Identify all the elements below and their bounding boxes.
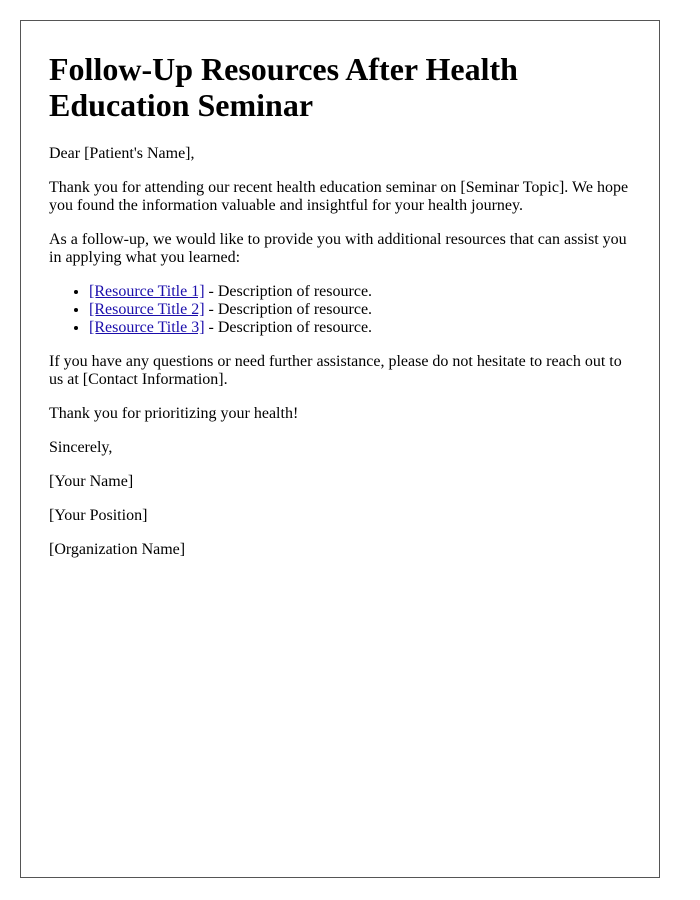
letter-title: Follow-Up Resources After Health Education Seminar: [49, 51, 518, 123]
resource-link-1[interactable]: [Resource Title 1]: [89, 283, 205, 300]
resources-intro-paragraph: As a follow-up, we would like to provide you with additional resources that can assist you in applying what you learned:: [49, 231, 627, 266]
resource-description-3: - Description of resource.: [204, 319, 373, 336]
resource-list: [49, 283, 631, 337]
sender-name: [Your Name]: [49, 473, 134, 490]
resource-link-2[interactable]: [Resource Title 2]: [89, 301, 205, 318]
letter-container: [20, 20, 660, 878]
list-item: [89, 301, 631, 319]
list-item: [89, 319, 631, 337]
salutation: Dear [Patient's Name],: [49, 145, 195, 162]
list-item: [89, 283, 631, 301]
sender-organization: [Organization Name]: [49, 541, 186, 558]
closing: Sincerely,: [49, 439, 113, 456]
resource-description-2: - Description of resource.: [204, 301, 373, 318]
thanks-paragraph: Thank you for prioritizing your health!: [49, 405, 299, 422]
contact-paragraph: If you have any questions or need further assistance, please do not hesitate to reach out to us at [Contact Information].: [49, 353, 622, 388]
sender-position: [Your Position]: [49, 507, 148, 524]
intro-paragraph: Thank you for attending our recent health education seminar on [Seminar Topic]. We hope you found the information valuable and insightful for your health journey.: [49, 179, 629, 214]
resource-link-3[interactable]: [Resource Title 3]: [89, 319, 205, 336]
resource-description-1: - Description of resource.: [204, 283, 373, 300]
